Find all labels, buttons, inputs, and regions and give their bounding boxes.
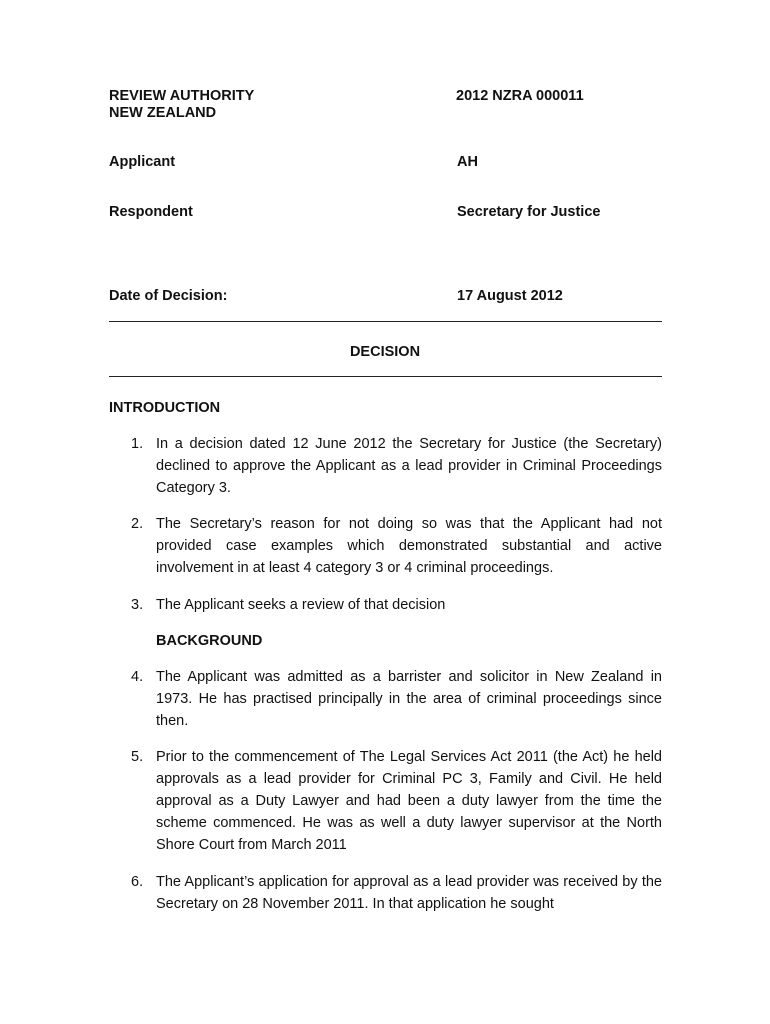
decision-date-value: 17 August 2012 xyxy=(457,288,563,304)
paragraph-text: Prior to the commencement of The Legal Services Act 2011 (the Act) he held approvals as a lead provider for Criminal PC 3, Family and Civil. He held approval as a Duty Lawyer and had been a duty lawyer from the time the scheme commenced. He was as well a duty lawyer supervisor at the North Shore Court from March 2011 xyxy=(156,749,662,853)
authority-line-2: NEW ZEALAND xyxy=(109,105,217,121)
paragraph-text: The Secretary’s reason for not doing so was that the Applicant had not provided case examples which demonstrated substantial and active involvement in at least 4 category 3 or 4 criminal proceedings. xyxy=(156,516,662,576)
paragraph-5 xyxy=(109,746,662,856)
background-heading: BACKGROUND xyxy=(156,633,263,649)
paragraph-number: 5. xyxy=(131,749,144,765)
bottom-divider xyxy=(109,376,662,377)
paragraph-text: The Applicant’s application for approval as a lead provider was received by the Secretary on 28 November 2011. In that application he sought xyxy=(156,874,662,912)
introduction-heading: INTRODUCTION xyxy=(109,400,221,416)
applicant-value: AH xyxy=(457,154,478,170)
paragraph-number: 1. xyxy=(131,436,144,452)
decision-date-label: Date of Decision: xyxy=(109,288,228,304)
authority-line-1: REVIEW AUTHORITY xyxy=(109,88,255,104)
citation: 2012 NZRA 000011 xyxy=(456,88,584,104)
paragraph-2 xyxy=(109,513,662,579)
respondent-value: Secretary for Justice xyxy=(457,204,601,220)
paragraph-text: In a decision dated 12 June 2012 the Secretary for Justice (the Secretary) declined to approve the Applicant as a lead provider in Criminal Proceedings Category 3. xyxy=(156,436,662,496)
applicant-label: Applicant xyxy=(109,154,176,170)
paragraph-text: The Applicant was admitted as a barrister and solicitor in New Zealand in 1973. He has practised principally in the area of criminal proceedings since then. xyxy=(156,669,662,729)
respondent-label: Respondent xyxy=(109,204,193,220)
top-divider xyxy=(109,321,662,322)
paragraph-6 xyxy=(109,871,662,915)
paragraph-number: 6. xyxy=(131,874,144,890)
authority-name xyxy=(109,88,254,122)
paragraph-number: 2. xyxy=(131,516,144,532)
paragraph-number: 4. xyxy=(131,669,144,685)
decision-title: DECISION xyxy=(349,344,421,360)
paragraph-3 xyxy=(109,594,662,616)
paragraph-1 xyxy=(109,433,662,499)
paragraph-number: 3. xyxy=(131,597,144,613)
paragraph-4 xyxy=(109,666,662,732)
paragraph-text: The Applicant seeks a review of that decision xyxy=(156,597,446,613)
